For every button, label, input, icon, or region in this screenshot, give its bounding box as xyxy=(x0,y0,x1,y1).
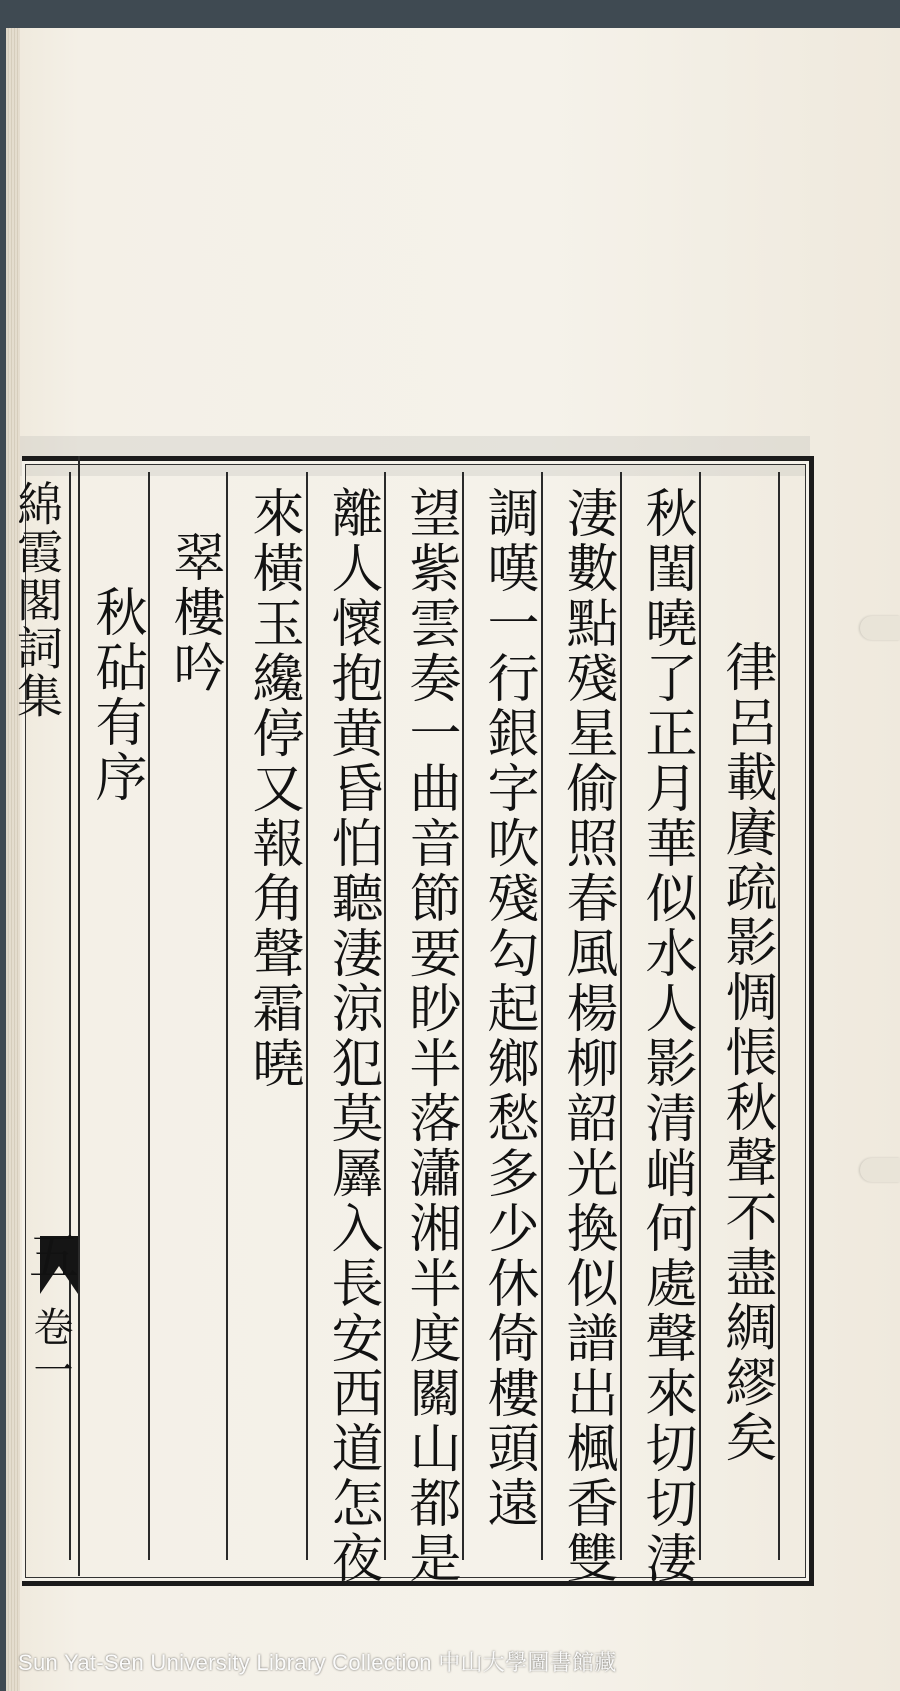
folio-number: 五 xyxy=(21,1230,79,1280)
column-rule xyxy=(226,472,228,1560)
page-crease xyxy=(860,616,900,640)
text-column-7: 來橫玉纔停又報角聲霜曉 xyxy=(243,486,303,1091)
text-column-4: 調嘆一行銀字吹殘勾起鄉愁多少休倚樓頭遠 xyxy=(478,486,538,1531)
text-column-6: 離人懷抱黄昏怕聽淒涼犯莫羼入長安西道怎夜 xyxy=(322,486,382,1586)
column-rule xyxy=(306,472,308,1560)
text-column-1: 律呂載賡疏影惆悵秋聲不盡綢繆矣 xyxy=(716,640,776,1465)
book-title: 綿霞閣詞集 xyxy=(10,480,64,720)
column-rule xyxy=(778,472,780,1560)
text-column-3: 淒數點殘星偷照春風楊柳韶光換似譜出楓香雙 xyxy=(557,486,617,1586)
column-rule xyxy=(699,472,701,1560)
volume-label: 卷一 xyxy=(27,1306,73,1392)
column-rule xyxy=(148,472,150,1560)
column-rule xyxy=(462,472,464,1560)
poem-title: 翠樓吟 xyxy=(164,530,224,695)
text-column-5: 望紫雲奏一曲音節要眇半落瀟湘半度關山都是 xyxy=(400,486,460,1586)
column-rule xyxy=(541,472,543,1560)
column-rule xyxy=(620,472,622,1560)
text-column-2: 秋閨曉了正月華似水人影清峭何處聲來切切淒 xyxy=(636,486,696,1586)
column-rule xyxy=(384,472,386,1560)
book-banner xyxy=(0,456,80,1576)
collection-credit: Sun Yat-Sen University Library Collection 中山大學圖書館藏 xyxy=(18,1650,617,1675)
page-crease xyxy=(860,1158,900,1182)
poem-subtitle: 秋砧有序 xyxy=(86,585,146,805)
